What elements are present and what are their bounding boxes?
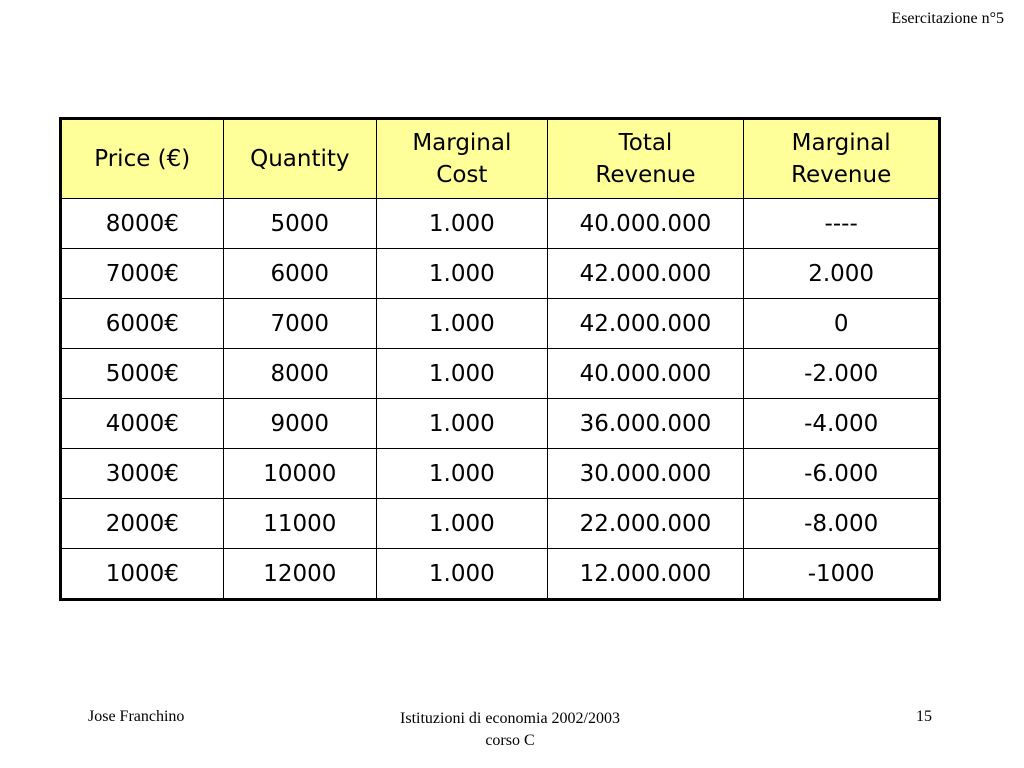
column-header-total-revenue: Total Revenue	[547, 119, 744, 199]
table-row	[61, 249, 940, 299]
cell-total-revenue: 42.000.000	[547, 249, 744, 299]
slide-label: Esercitazione n°5	[891, 10, 1004, 27]
table-row	[61, 399, 940, 449]
column-header-marginal-cost: Marginal Cost	[377, 119, 548, 199]
footer-course-title: Istituzioni di economia 2002/2003	[400, 710, 620, 727]
table-row	[61, 499, 940, 549]
table-row	[61, 199, 940, 249]
cell-quantity: 10000	[223, 449, 377, 499]
cell-quantity: 12000	[223, 549, 377, 600]
table-row	[61, 549, 940, 600]
cell-marginal-cost: 1.000	[377, 549, 548, 600]
cell-quantity: 5000	[223, 199, 377, 249]
cell-total-revenue: 12.000.000	[547, 549, 744, 600]
cell-total-revenue: 30.000.000	[547, 449, 744, 499]
cell-marginal-revenue: -6.000	[744, 449, 940, 499]
cell-price: 4000€	[61, 399, 224, 449]
cell-marginal-cost: 1.000	[377, 449, 548, 499]
cell-total-revenue: 40.000.000	[547, 199, 744, 249]
cell-price: 1000€	[61, 549, 224, 600]
marginal-revenue-table	[59, 117, 941, 601]
cell-quantity: 8000	[223, 349, 377, 399]
table-row	[61, 299, 940, 349]
table-row	[61, 349, 940, 399]
cell-marginal-cost: 1.000	[377, 249, 548, 299]
cell-marginal-cost: 1.000	[377, 349, 548, 399]
cell-price: 3000€	[61, 449, 224, 499]
column-header-quantity: Quantity	[223, 119, 377, 199]
cell-price: 6000€	[61, 299, 224, 349]
cell-price: 2000€	[61, 499, 224, 549]
cell-price: 7000€	[61, 249, 224, 299]
table-row	[61, 449, 940, 499]
column-header-price: Price (€)	[61, 119, 224, 199]
footer-course-section: corso C	[485, 732, 535, 749]
cell-price: 5000€	[61, 349, 224, 399]
cell-quantity: 11000	[223, 499, 377, 549]
cell-total-revenue: 40.000.000	[547, 349, 744, 399]
cell-marginal-cost: 1.000	[377, 199, 548, 249]
cell-marginal-cost: 1.000	[377, 299, 548, 349]
footer-course	[340, 708, 680, 752]
page-number: 15	[916, 708, 932, 725]
cell-quantity: 7000	[223, 299, 377, 349]
cell-marginal-cost: 1.000	[377, 499, 548, 549]
cell-total-revenue: 22.000.000	[547, 499, 744, 549]
cell-marginal-revenue: -2.000	[744, 349, 940, 399]
column-header-marginal-revenue: Marginal Revenue	[744, 119, 940, 199]
cell-marginal-revenue: ----	[744, 199, 940, 249]
cell-marginal-revenue: -4.000	[744, 399, 940, 449]
cell-total-revenue: 36.000.000	[547, 399, 744, 449]
cell-marginal-revenue: -8.000	[744, 499, 940, 549]
cell-quantity: 9000	[223, 399, 377, 449]
cell-marginal-revenue: -1000	[744, 549, 940, 600]
cell-price: 8000€	[61, 199, 224, 249]
cell-marginal-revenue: 2.000	[744, 249, 940, 299]
cell-marginal-revenue: 0	[744, 299, 940, 349]
footer-author: Jose Franchino	[88, 708, 185, 725]
table-header-row	[61, 119, 940, 199]
cell-total-revenue: 42.000.000	[547, 299, 744, 349]
cell-quantity: 6000	[223, 249, 377, 299]
cell-marginal-cost: 1.000	[377, 399, 548, 449]
